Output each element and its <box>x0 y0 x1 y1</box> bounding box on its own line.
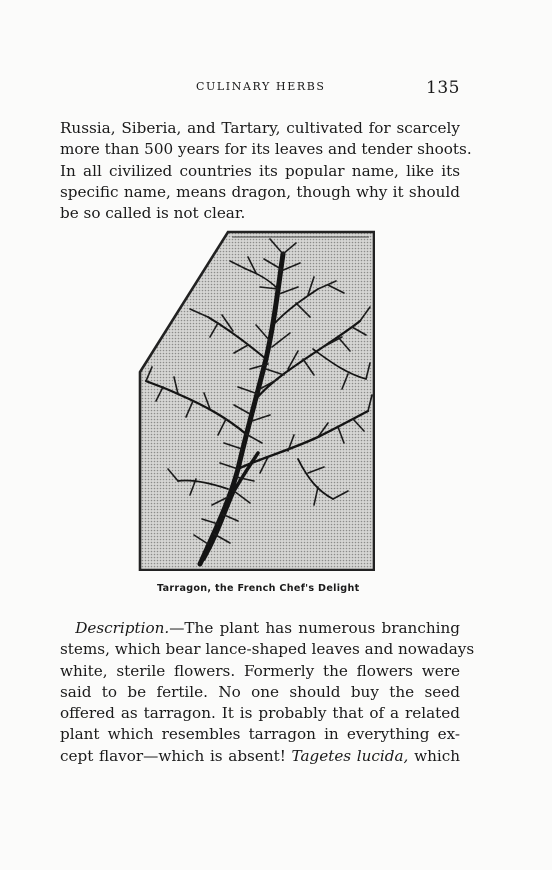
text-run: which <box>408 746 460 765</box>
text-run: —The plant has numerous branching <box>169 619 460 637</box>
text-line: offered as tarragon. It is probably that of a related <box>60 704 460 723</box>
text-line: plant which resembles tarragon in everything ex- <box>60 725 460 744</box>
page-number: 135 <box>426 78 460 98</box>
tarragon-plant-photo <box>138 229 375 571</box>
paragraph-1 <box>60 118 472 224</box>
species-name: Tagetes lucida, <box>291 746 409 765</box>
text-line: more than 500 years for its leaves and tender shoots. <box>60 140 472 159</box>
text-line <box>60 746 460 767</box>
page-header <box>60 78 460 98</box>
description-heading: Description. <box>75 619 170 637</box>
paragraph-2 <box>60 618 475 767</box>
text-line: be so called is not clear. <box>60 204 246 223</box>
figure-caption: Tarragon, the French Chef's Delight <box>157 583 360 594</box>
running-title: CULINARY HERBS <box>196 80 326 93</box>
text-line: stems, which bear lance-shaped leaves and nowadays <box>60 640 475 659</box>
text-line: In all civilized countries its popular name, like its <box>60 161 460 180</box>
text-run: cept flavor—which is absent! <box>60 746 292 765</box>
text-line: Russia, Siberia, and Tartary, cultivated for scarcely <box>60 119 460 137</box>
text-line: white, sterile flowers. Formerly the flowers were <box>60 661 460 680</box>
text-line <box>60 618 460 639</box>
text-line: specific name, means dragon, though why it should <box>60 182 460 201</box>
text-line: said to be fertile. No one should buy the seed <box>60 682 460 701</box>
plant-illustration <box>138 229 375 571</box>
